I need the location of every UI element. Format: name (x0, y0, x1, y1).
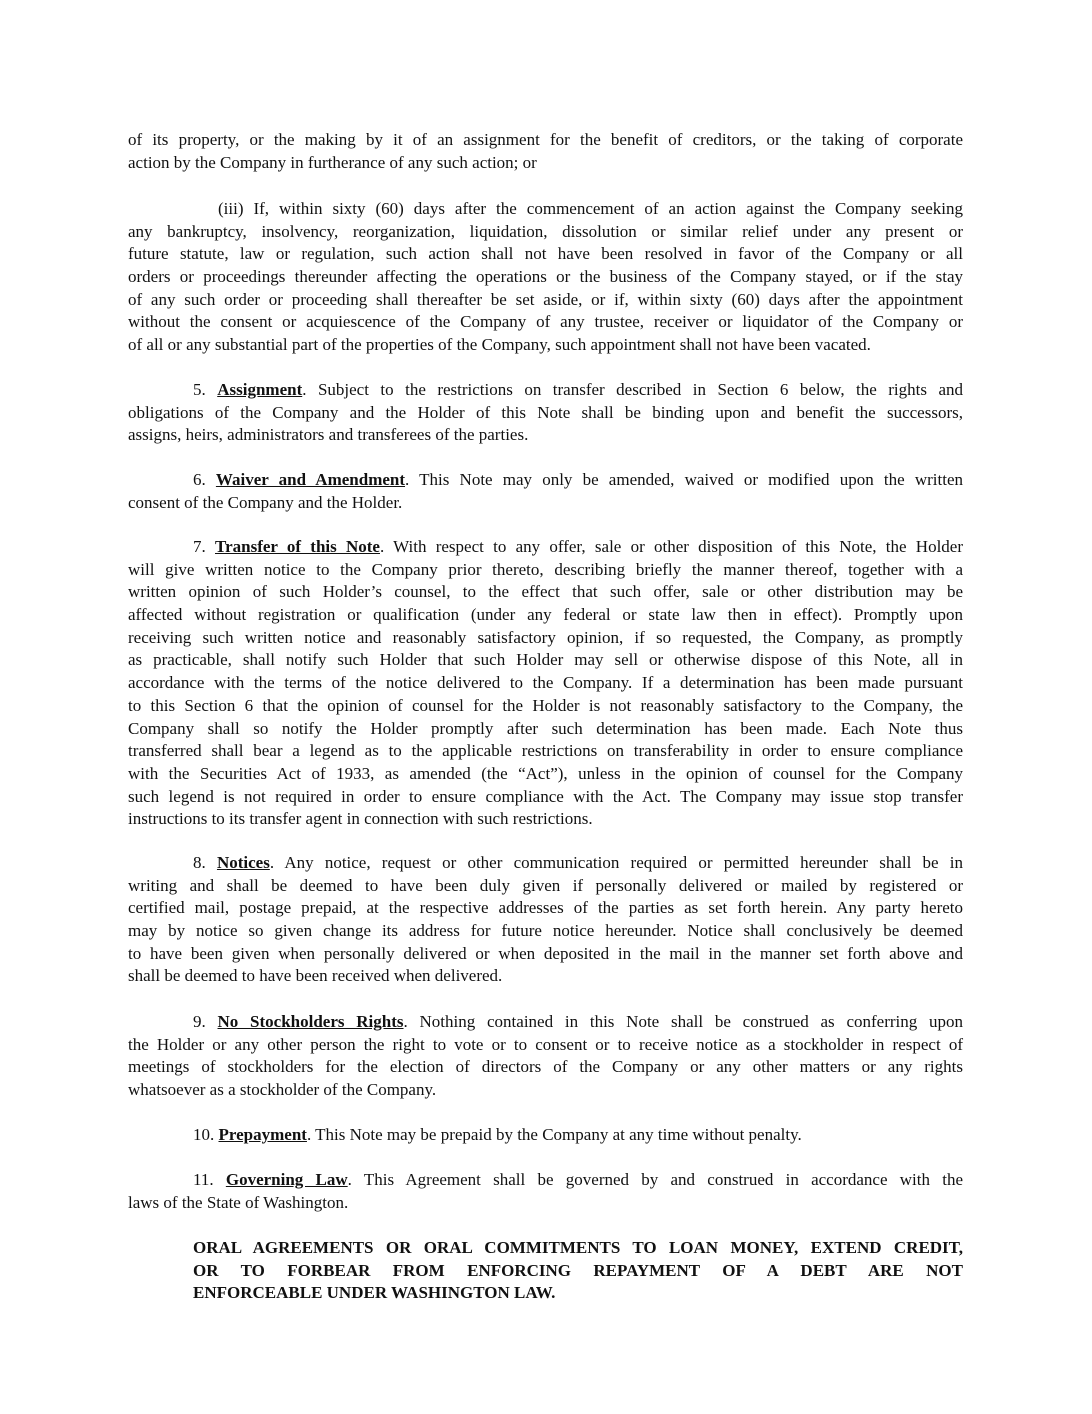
section-heading: No Stockholders Rights (217, 1012, 404, 1031)
text-line: as practicable, shall notify such Holder that such Holder may sell or otherwise dispose of this Note, all in (128, 650, 963, 670)
section-text: . Any notice, request or other communication required or permitted hereunder shall be in (269, 853, 963, 872)
section-number: 5. (193, 380, 218, 399)
section-number: 7. (193, 537, 215, 556)
section-first-line (128, 1011, 963, 1034)
text-line: the Holder or any other person the right to vote or to consent or to receive notice as a stockholder in respect of (128, 1034, 963, 1054)
section-first-line (128, 1124, 963, 1147)
text-line: written opinion of such Holder’s counsel, to the effect that such offer, sale or other distribution may be (128, 582, 963, 602)
text-line: instructions to its transfer agent in connection with such restrictions. (128, 809, 593, 829)
section-heading: Prepayment (218, 1125, 307, 1144)
text-line: shall be deemed to have been received when delivered. (128, 966, 503, 986)
section-heading: Assignment (217, 380, 303, 399)
section-number: 10. (193, 1125, 219, 1144)
section-first-line (128, 1169, 963, 1192)
text-line: whatsoever as a stockholder of the Company. (128, 1080, 437, 1100)
text-line: (iii) If, within sixty (60) days after the commencement of an action against the Company seeking (218, 199, 963, 218)
text-line: transferred shall bear a legend as to the applicable restrictions on transferability in order to ensure compliance (128, 741, 963, 761)
text-line: writing and shall be deemed to have been duly given if personally delivered or mailed by registered or (128, 875, 963, 895)
text-line: any bankruptcy, insolvency, reorganization, liquidation, dissolution or similar relief under any present or (128, 221, 963, 241)
washington-notice (193, 1237, 963, 1305)
text-line: orders or proceedings thereunder affecting the operations or the business of the Company stayed, or if the stay (128, 267, 963, 287)
text-line: certified mail, postage prepaid, at the respective addresses of the parties as set forth herein. Any party hereto (128, 898, 963, 918)
section-text: . This Note may be prepaid by the Company at any time without penalty. (306, 1125, 802, 1144)
section-text: . This Note may only be amended, waived or modified upon the written (405, 470, 963, 489)
text-line: future statute, law or regulation, such action shall not have been resolved in favor of the Company or all (128, 244, 963, 264)
text-line: consent of the Company and the Holder. (128, 492, 403, 512)
text-line: action by the Company in furtherance of any such action; or (128, 152, 537, 172)
section-heading: Notices (216, 853, 270, 872)
section-number: 8. (193, 853, 217, 872)
section-heading: Waiver and Amendment (215, 470, 406, 489)
section-first-line (128, 469, 963, 492)
section-number: 6. (193, 470, 216, 489)
section-text: . Nothing contained in this Note shall be construed as conferring upon (403, 1012, 964, 1031)
section-10-prepayment (128, 1124, 963, 1147)
section-9-stockholders (128, 1011, 963, 1102)
text-line: assigns, heirs, administrators and transferees of the parties. (128, 425, 529, 445)
section-text: . Subject to the restrictions on transfer described in Section 6 below, the rights and (302, 380, 964, 399)
section-first-line (128, 379, 963, 402)
section-6-waiver (128, 469, 963, 514)
section-first-line (128, 536, 963, 559)
section-first-line (128, 852, 963, 875)
text-line: may by notice so given change its address for future notice hereunder. Notice shall conclusively be deemed (128, 921, 963, 941)
text-line: obligations of the Company and the Holder of this Note shall be binding upon and benefit the successors, (128, 402, 963, 422)
paragraph-continuation (128, 129, 963, 174)
text-line: meetings of stockholders for the election of directors of the Company or any other matters or any rights (128, 1057, 963, 1077)
text-line: without the consent or acquiescence of the Company of any trustee, receiver or liquidator of the Company or (128, 312, 963, 332)
section-11-governing-law (128, 1169, 963, 1214)
text-line: laws of the State of Washington. (128, 1192, 349, 1212)
text-line: will give written notice to the Company prior thereto, describing briefly the manner thereof, together with a (128, 559, 963, 579)
text-line: of its property, or the making by it of an assignment for the benefit of creditors, or the taking of corporate (128, 130, 963, 149)
text-line: affected without registration or qualification (under any federal or state law then in effect). Promptly upon (128, 605, 963, 625)
section-number: 11. (193, 1170, 226, 1189)
section-number: 9. (193, 1012, 218, 1031)
section-5-assignment (128, 379, 963, 447)
notice-line: OR TO FORBEAR FROM ENFORCING REPAYMENT OF A DEBT ARE NOT (193, 1260, 963, 1280)
text-line: to this Section 6 that the opinion of counsel for the Holder is not reasonably satisfactory to the Company, the (128, 695, 963, 715)
notice-line: ORAL AGREEMENTS OR ORAL COMMITMENTS TO LOAN MONEY, EXTEND CREDIT, (193, 1238, 963, 1257)
text-line: with the Securities Act of 1933, as amended (the “Act”), unless in the opinion of counsel for the Company (128, 763, 963, 783)
section-text: . With respect to any offer, sale or other disposition of this Note, the Holder (379, 537, 963, 556)
text-line: of all or any substantial part of the properties of the Company, such appointment shall not have been vacated. (128, 335, 871, 355)
section-heading: Transfer of this Note (215, 537, 380, 556)
text-line: accordance with the terms of the notice delivered to the Company. If a determination has been made pursuant (128, 673, 963, 693)
notice-line: ENFORCEABLE UNDER WASHINGTON LAW. (193, 1283, 556, 1303)
text-line: to have been given when personally delivered or when deposited in the mail in the manner set forth above and (128, 943, 963, 963)
section-8-notices (128, 852, 963, 988)
text-line: of any such order or proceeding shall thereafter be set aside, or if, within sixty (60) days after the appointment (128, 289, 963, 309)
section-text: . This Agreement shall be governed by and construed in accordance with the (347, 1170, 963, 1189)
text-line: Company shall so notify the Holder promptly after such determination has been made. Each Note thus (128, 718, 963, 738)
text-line: such legend is not required in order to ensure compliance with the Act. The Company may issue stop transfer (128, 786, 963, 806)
paragraph-iii (128, 198, 963, 357)
text-line: receiving such written notice and reasonably satisfactory opinion, if so requested, the Company, as promptly (128, 627, 963, 647)
section-heading: Governing Law (225, 1170, 348, 1189)
section-7-transfer (128, 536, 963, 831)
